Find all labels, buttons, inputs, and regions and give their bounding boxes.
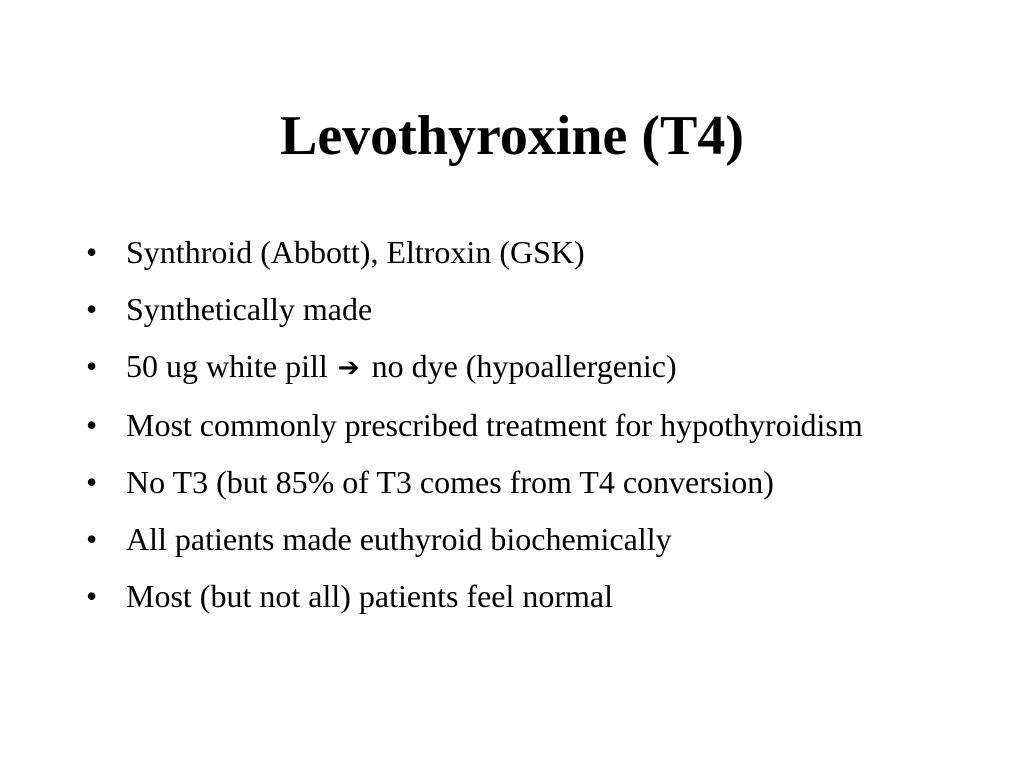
list-item <box>86 572 966 621</box>
bullet-text-before-arrow: 50 ug white pill <box>126 348 328 384</box>
slide-title: Levothyroxine (T4) <box>279 105 745 167</box>
bullet-icon: • <box>86 407 98 443</box>
bullet-text: All patients made euthyroid biochemically <box>126 521 672 557</box>
list-item <box>86 458 966 507</box>
bullet-icon: • <box>86 521 98 557</box>
list-item <box>86 285 966 334</box>
bullet-icon: • <box>86 234 98 270</box>
bullet-text-after-arrow: no dye (hypoallergenic) <box>371 348 677 384</box>
bullet-icon: • <box>86 291 98 327</box>
bullet-list <box>86 228 966 629</box>
bullet-icon: • <box>86 578 98 614</box>
bullet-text: Most (but not all) patients feel normal <box>126 578 613 614</box>
bullet-icon: • <box>86 464 98 500</box>
bullet-text: Synthroid (Abbott), Eltroxin (GSK) <box>126 234 585 270</box>
bullet-text: No T3 (but 85% of T3 comes from T4 conversion) <box>126 464 774 500</box>
bullet-text: Most commonly prescribed treatment for hypothyroidism <box>126 407 863 443</box>
arrow-right-icon: ➔ <box>337 353 360 383</box>
list-item <box>86 401 966 450</box>
list-item <box>86 342 966 393</box>
bullet-icon: • <box>86 348 98 384</box>
list-item <box>86 228 966 277</box>
list-item <box>86 515 966 564</box>
bullet-text: Synthetically made <box>126 291 373 327</box>
